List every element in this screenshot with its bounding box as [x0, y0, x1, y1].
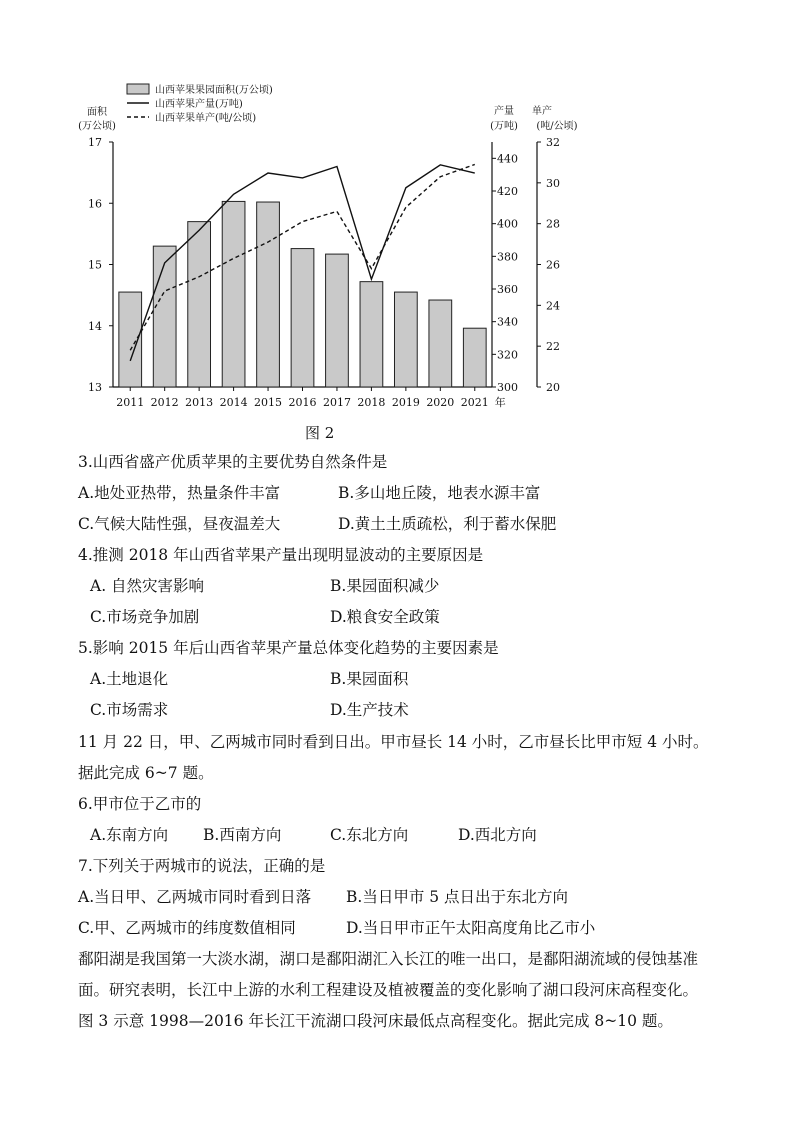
right1-tick-label-420: 420 — [497, 185, 518, 198]
x-tick-label-2012: 2012 — [150, 396, 179, 409]
x-unit-label: 年 — [494, 396, 506, 409]
x-tick-label-2011: 2011 — [116, 396, 145, 409]
question-5-option-d: D.生产技术 — [330, 701, 409, 719]
question-3-stem: 3.山西省盛产优质苹果的主要优势自然条件是 — [78, 453, 388, 471]
bar-area-2013 — [188, 222, 211, 387]
right2-tick-label-24: 24 — [546, 299, 560, 313]
question-4-option-b: B.果园面积减少 — [330, 577, 440, 595]
question-6-stem: 6.甲市位于乙市的 — [78, 795, 202, 813]
right2-tick-label-26: 26 — [546, 258, 560, 272]
question-6-option-c: C.东北方向 — [330, 826, 409, 844]
question-3-option-c: C.气候大陆性强，昼夜温差大 — [78, 515, 281, 533]
left-tick-label-15: 15 — [88, 258, 102, 272]
legend-swatch-area — [127, 84, 149, 94]
left-tick-label-14: 14 — [88, 319, 102, 333]
question-5-option-b: B.果园面积 — [330, 670, 409, 688]
question-3-option-a: A.地处亚热带，热量条件丰富 — [78, 484, 281, 502]
legend — [127, 83, 273, 124]
question-7-stem: 7.下列关于两城市的说法，正确的是 — [78, 857, 326, 875]
right2-tick-label-20: 20 — [546, 381, 560, 394]
x-tick-label-2013: 2013 — [185, 396, 214, 409]
question-5-option-a: A.土地退化 — [90, 670, 169, 688]
x-tick-label-2021: 2021 — [460, 396, 489, 409]
bar-area-2014 — [222, 201, 245, 387]
question-5-stem: 5.影响 2015 年后山西省苹果产量总体变化趋势的主要因素是 — [78, 639, 499, 657]
x-tick-label-2016: 2016 — [288, 396, 317, 409]
bar-area-2018 — [360, 282, 383, 387]
passage-8-10-line-2: 面。研究表明，长江中上游的水利工程建设及植被覆盖的变化影响了湖口段河床高程变化。 — [78, 981, 699, 999]
bar-area-2016 — [291, 249, 314, 387]
right2-axis-title: 单产 — [532, 106, 552, 117]
passage-6-7-line-1: 11 月 22 日，甲、乙两城市同时看到日出。甲市昼长 14 小时，乙市昼长比甲市短 4 小时。 — [78, 733, 709, 751]
right2-axis-unit: (吨/公顷) — [536, 121, 578, 132]
bar-area-2015 — [257, 202, 280, 387]
passage-8-10-line-1: 鄱阳湖是我国第一大淡水湖，湖口是鄱阳湖汇入长江的唯一出口，是鄱阳湖流域的侵蚀基准 — [78, 950, 699, 968]
right2-tick-label-28: 28 — [546, 217, 560, 231]
left-tick-label-13: 13 — [88, 381, 102, 394]
x-tick-label-2020: 2020 — [426, 396, 455, 409]
right2-tick-label-30: 30 — [546, 176, 560, 190]
bar-series — [119, 201, 486, 387]
left-tick-label-17: 17 — [88, 136, 102, 149]
passage-6-7-line-2: 据此完成 6~7 题。 — [78, 764, 214, 782]
question-6-option-a: A.东南方向 — [90, 826, 169, 844]
right1-axis-title: 产量 — [494, 106, 514, 117]
x-tick-label-2015: 2015 — [254, 396, 283, 409]
question-7-option-b: B.当日甲市 5 点日出于东北方向 — [346, 888, 569, 906]
question-4-option-a: A. 自然灾害影响 — [90, 577, 205, 595]
x-tick-label-2017: 2017 — [322, 396, 351, 409]
bar-area-2012 — [153, 246, 176, 387]
bar-area-2017 — [326, 254, 349, 387]
figure-caption: 图 2 — [305, 424, 335, 442]
question-5-option-c: C.市场需求 — [90, 701, 169, 719]
left-axis-title: 面积 — [87, 107, 107, 118]
x-tick-label-2018: 2018 — [357, 396, 386, 409]
x-tick-label-2019: 2019 — [391, 396, 420, 409]
bar-area-2020 — [429, 300, 452, 387]
right1-tick-label-340: 340 — [497, 315, 518, 329]
left-axis-unit: (万公顷) — [78, 121, 116, 132]
question-7-option-c: C.甲、乙两城市的纬度数值相同 — [78, 919, 296, 937]
right1-tick-label-360: 360 — [497, 283, 518, 296]
x-tick-label-2014: 2014 — [219, 396, 248, 409]
bar-area-2019 — [394, 292, 417, 387]
right1-tick-label-440: 440 — [497, 152, 518, 166]
bar-area-2021 — [463, 328, 486, 387]
right1-axis-unit: (万吨) — [490, 121, 518, 132]
question-3-option-b: B.多山地丘陵，地表水源丰富 — [338, 484, 541, 502]
apple-chart — [0, 0, 793, 440]
legend-label-yield: 山西苹果单产(吨/公顷) — [155, 113, 257, 124]
question-3-option-d: D.黄土土质疏松，利于蓄水保肥 — [338, 515, 557, 533]
question-6-option-b: B.西南方向 — [203, 826, 282, 844]
question-6-option-d: D.西北方向 — [458, 826, 537, 844]
right1-tick-label-320: 320 — [497, 348, 518, 362]
passage-8-10-line-3: 图 3 示意 1998—2016 年长江干流湖口段河床最低点高程变化。据此完成 8~10 题。 — [78, 1012, 673, 1030]
legend-label-production: 山西苹果产量(万吨) — [155, 99, 243, 110]
question-4-stem: 4.推测 2018 年山西省苹果产量出现明显波动的主要原因是 — [78, 546, 484, 564]
question-7-option-d: D.当日甲市正午太阳高度角比乙市小 — [346, 919, 596, 937]
left-tick-label-16: 16 — [88, 197, 102, 211]
right2-tick-label-22: 22 — [546, 340, 560, 354]
right1-tick-label-380: 380 — [497, 250, 518, 264]
question-4-option-c: C.市场竞争加剧 — [90, 608, 200, 626]
right1-tick-label-400: 400 — [497, 217, 518, 231]
right2-tick-label-32: 32 — [546, 136, 560, 149]
right1-tick-label-300: 300 — [497, 381, 518, 394]
question-7-option-a: A.当日甲、乙两城市同时看到日落 — [78, 888, 312, 906]
legend-label-area: 山西苹果果园面积(万公顷) — [155, 85, 273, 96]
question-4-option-d: D.粮食安全政策 — [330, 608, 440, 626]
